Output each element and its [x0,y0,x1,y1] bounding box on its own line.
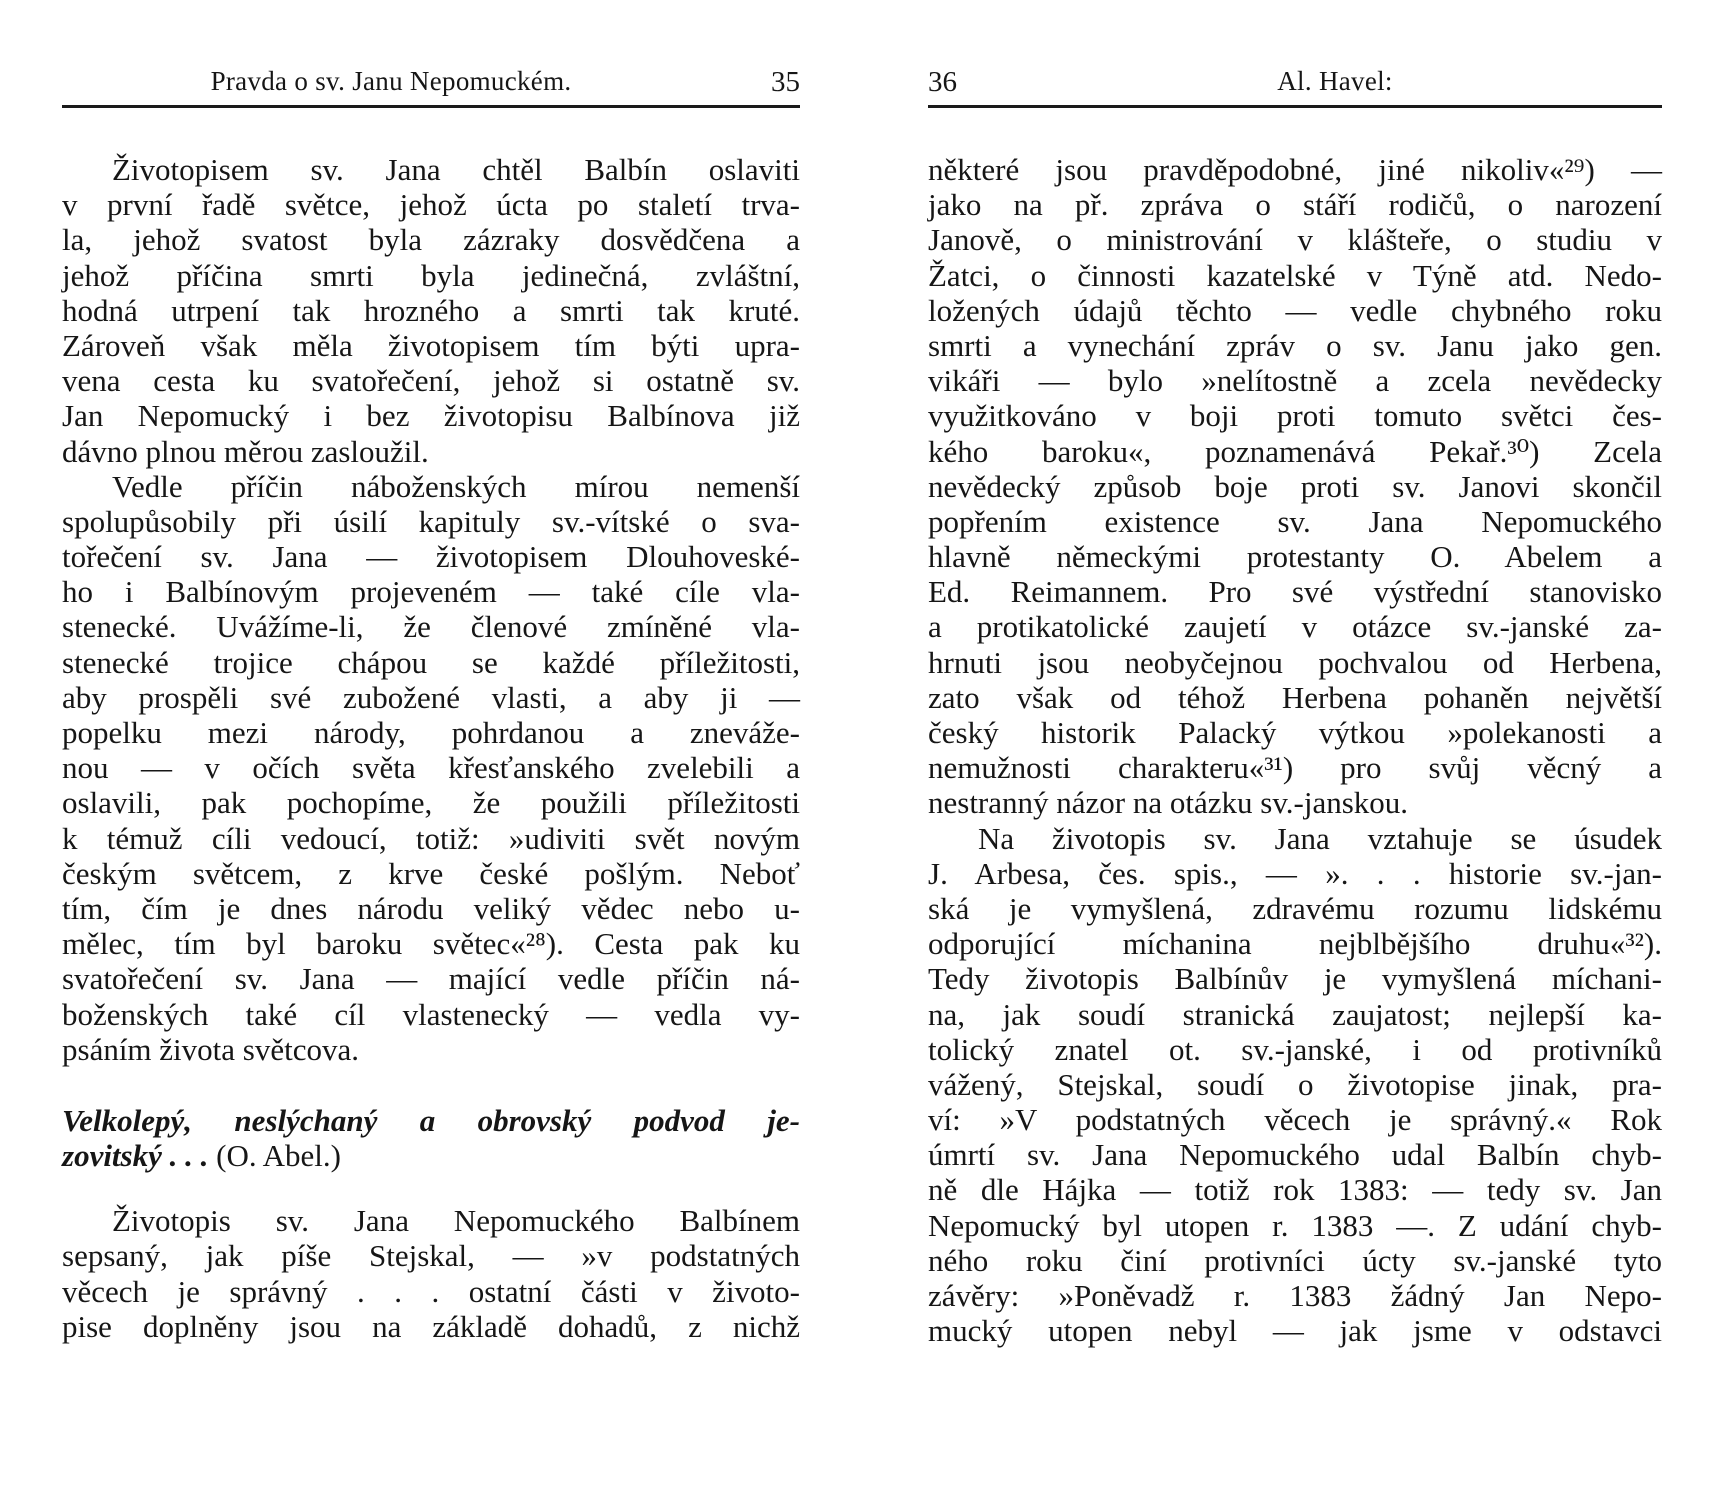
text-line: hrnuti jsou neobyčejnou pochvalou od Herbena, [928,644,1662,680]
text-line: v první řadě světce, jehož úcta po staletí trva- [62,187,800,223]
text-line: tolický znatel ot. sv.-janské, i od protivníků [928,1031,1662,1067]
text-line: boženských také cíl vlastenecký — vedla vy- [62,996,800,1032]
text-line: dávno plnou měrou zasloužil. [62,433,429,469]
spacer [62,1067,800,1103]
text-line: svatořečení sv. Jana — mající vedle příčin ná- [62,961,800,997]
text-line: Vedle příčin náboženských mírou nemenší [112,468,800,504]
running-title: Al. Havel: [1277,66,1393,96]
text-line: psáním života světcova. [62,1031,359,1067]
text-line: smrti a vynechání zpráv o sv. Janu jako gen. [928,327,1662,363]
text-line: nestranný názor na otázku sv.-janskou. [928,785,1409,821]
text-line: závěry: »Poněvadž r. 1383 žádný Jan Nepo- [928,1278,1662,1313]
text-line: Tedy životopis Balbínův je vymyšlená míchani- [928,961,1662,997]
text-line: ložených údajů těchto — vedle chybného roku [928,292,1662,328]
heading-italic-text: zovitský . . . [62,1138,209,1174]
text-line: aby prospěli své zubožené vlasti, a aby ji — [62,679,800,715]
text-line: Životopis sv. Jana Nepomuckého Balbínem [112,1203,800,1239]
text-line: odporující míchanina nejblbějšího druhu«³²). [928,926,1662,962]
text-line: Janově, o ministrování v klášteře, o studiu v [928,222,1662,258]
text-line: a protikatolické zaujetí v otázce sv.-janské za- [928,609,1662,645]
page-body [62,152,800,1344]
text-line: Ed. Reimannem. Pro své výstřední stanovisko [928,574,1662,610]
text-line: mucký utopen nebyl — jak jsme v odstavci [928,1313,1662,1349]
text-line: oslavili, pak pochopíme, že použili příležitosti [62,785,800,821]
text-line: některé jsou pravděpodobné, jiné nikoliv«²⁹) — [928,152,1662,187]
page-number: 36 [928,66,957,98]
text-line: Na životopis sv. Jana vztahuje se úsudek [978,820,1662,856]
text-line: Nepomucký byl utopen r. 1383 —. Z udání chyb- [928,1207,1662,1243]
text-line: nou — v očích světa křesťanského zvelebili a [62,750,800,786]
text-line: věcech je správný . . . ostatní části v životo- [62,1273,800,1309]
text-line: mělec, tím byl baroku světec«²⁸). Cesta pak ku [62,926,800,962]
text-line: kého baroku«, poznamenává Pekař.³⁰) Zcela [928,433,1662,469]
text-line: Zároveň však měla životopisem tím býti upra- [62,327,800,363]
page-number: 35 [771,66,800,98]
section-heading-line [62,1138,800,1173]
text-line: ho i Balbínovým projeveném — také cíle vla- [62,574,800,610]
text-line: český historik Palacký výtkou »polekanosti a [928,715,1662,750]
text-line: sepsaný, jak píše Stejskal, — »v podstatných [62,1238,800,1274]
text-line: jehož příčina smrti byla jedinečná, zvláštní, [62,257,800,293]
text-line: tím, čím je dnes národu veliký vědec nebo u- [62,890,800,926]
text-line: Jan Nepomucký i bez životopisu Balbínova již [62,398,800,434]
running-head [62,66,800,102]
text-line: popřením existence sv. Jana Nepomuckého [928,503,1662,539]
text-line: ví: »V podstatných věcech je správný.« Rok [928,1102,1662,1138]
page-body [928,152,1662,1348]
text-line: zato však od téhož Herbena pohaněn největší [928,679,1662,715]
text-line: ně dle Hájka — totiž rok 1383: — tedy sv. Jan [928,1172,1662,1208]
text-line: Životopisem sv. Jana chtěl Balbín oslaviti [112,152,800,187]
spacer [62,1173,800,1203]
text-line: vena cesta ku svatořečení, jehož si ostatně sv. [62,363,800,399]
text-line: na, jak soudí stranická zaujatost; nejlepší ka- [928,996,1662,1032]
text-line: hodná utrpení tak hrozného a smrti tak kruté. [62,292,800,328]
section-heading-line [62,1103,800,1138]
text-line: pise doplněny jsou na základě dohadů, z nichž [62,1308,800,1344]
header-rule [62,105,800,108]
text-line: popelku mezi národy, pohrdanou a zneváže- [62,715,800,750]
text-line: nevědecký způsob boje proti sv. Janovi skončil [928,468,1662,504]
text-line: jako na př. zpráva o stáří rodičů, o narození [928,187,1662,223]
text-line: českým světcem, z krve české pošlým. Neboť [62,855,800,891]
text-line: ného roku činí protivníci úcty sv.-janské tyto [928,1242,1662,1278]
text-line: vážený, Stejskal, soudí o životopise jinak, pra- [928,1066,1662,1102]
text-line: la, jehož svatost byla zázraky dosvědčena a [62,222,800,258]
text-line: stenecké trojice chápou se každé příležitosti, [62,644,800,680]
text-line: tořečení sv. Jana — životopisem Dlouhoveské- [62,539,800,575]
text-line: J. Arbesa, čes. spis., — ». . . historie sv.-jan- [928,855,1662,891]
text-line: spolupůsobily při úsilí kapituly sv.-vítské o sva- [62,503,800,539]
text-line: hlavně německými protestanty O. Abelem a [928,539,1662,575]
heading-italic-text: Velkolepý, neslýchaný a obrovský podvod je- [62,1102,800,1138]
text-line: vikáři — bylo »nelítostně a zcela nevědecky [928,363,1662,399]
text-line: k témuž cíli vedoucí, totiž: »udiviti svět novým [62,820,800,856]
text-line: úmrtí sv. Jana Nepomuckého udal Balbín chyb- [928,1137,1662,1173]
heading-attribution: (O. Abel.) [208,1138,341,1174]
text-line: ská je vymyšlená, zdravému rozumu lidskému [928,890,1662,926]
text-line: využitkováno v boji proti tomuto světci čes- [928,398,1662,434]
text-line: stenecké. Uvážíme-li, že členové zmíněné vla- [62,609,800,645]
running-title: Pravda o sv. Janu Nepomuckém. [210,66,572,96]
running-head [928,66,1662,102]
text-line: Žatci, o činnosti kazatelské v Týně atd. Nedo- [928,257,1662,293]
header-rule [928,105,1662,108]
text-line: nemužnosti charakteru«³¹) pro svůj věcný a [928,750,1662,786]
